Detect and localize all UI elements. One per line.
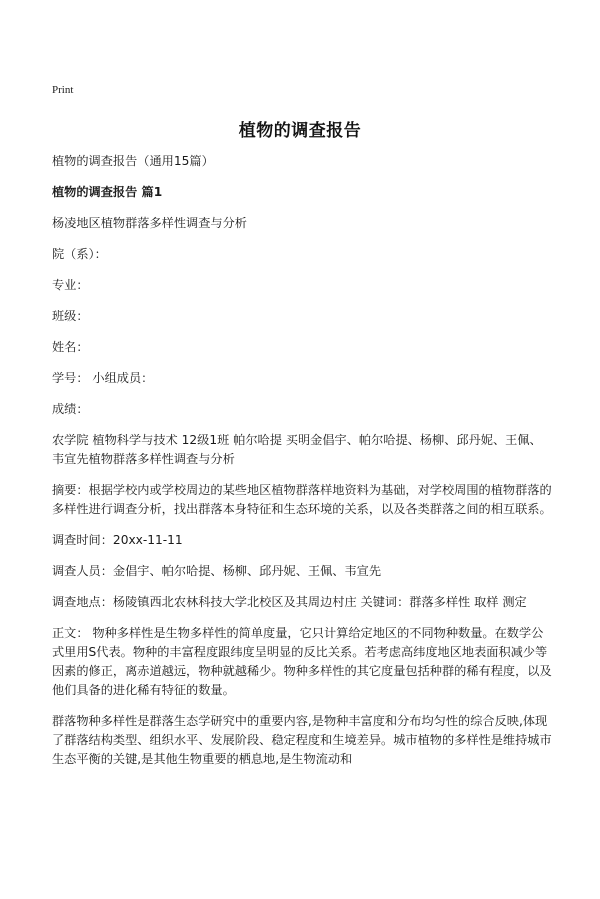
print-label: Print xyxy=(52,84,74,96)
field-class: 班级： xyxy=(52,309,89,323)
document-body xyxy=(52,152,552,781)
document-subtitle: 植物的调查报告（通用15篇） xyxy=(52,154,214,168)
paragraph-survey-time: 调查时间：20xx-11-11 xyxy=(52,533,183,547)
paragraph-location: 调查地点：杨陵镇西北农林科技大学北校区及其周边村庄 关键词：群落多样性 取样 测定 xyxy=(52,595,527,609)
page-title: 植物的调查报告 xyxy=(238,121,362,141)
paragraph-surveyors: 调查人员：金倡宇、帕尔哈提、杨柳、邱丹妮、王佩、韦宣先 xyxy=(52,564,382,578)
field-major: 专业： xyxy=(52,278,89,292)
field-student-id: 学号： 小组成员： xyxy=(52,371,154,385)
paragraph-authors: 农学院 植物科学与技术 12级1班 帕尔哈提 买明金倡宇、帕尔哈提、杨柳、邱丹妮、王佩、韦宣先植物群落多样性调查与分析 xyxy=(52,433,542,466)
field-grade: 成绩： xyxy=(52,402,89,416)
paragraph-abstract: 摘要：根据学校内或学校周边的某些地区植物群落样地资料为基础，对学校周围的植物群落的多样性进行调查分析，找出群落本身特征和生态环境的关系，以及各类群落之间的相互联系。 xyxy=(52,483,552,516)
section-heading: 植物的调查报告 篇1 xyxy=(52,185,163,199)
paragraph-body-2: 群落物种多样性是群落生态学研究中的重要内容,是物种丰富度和分布均匀性的综合反映,体现了群落结构类型、组织水平、发展阶段、稳定程度和生境差异。城市植物的多样性是维持城市生态平衡的关键,是其他生物重要的栖息地,是生物流动和 xyxy=(52,714,552,766)
report-title: 杨凌地区植物群落多样性调查与分析 xyxy=(52,216,247,230)
field-name: 姓名： xyxy=(52,340,89,354)
field-department: 院（系）： xyxy=(52,247,107,261)
paragraph-body-1: 正文： 物种多样性是生物多样性的简单度量，它只计算给定地区的不同物种数量。在数学公式里用S代表。物种的丰富程度跟纬度呈明显的反比关系。若考虑高纬度地区地表面积减少等因素的修正，离赤道越远，物种就越稀少。物种多样性的其它度量包括种群的稀有程度，以及他们具备的进化稀有特征的数量。 xyxy=(52,626,552,697)
